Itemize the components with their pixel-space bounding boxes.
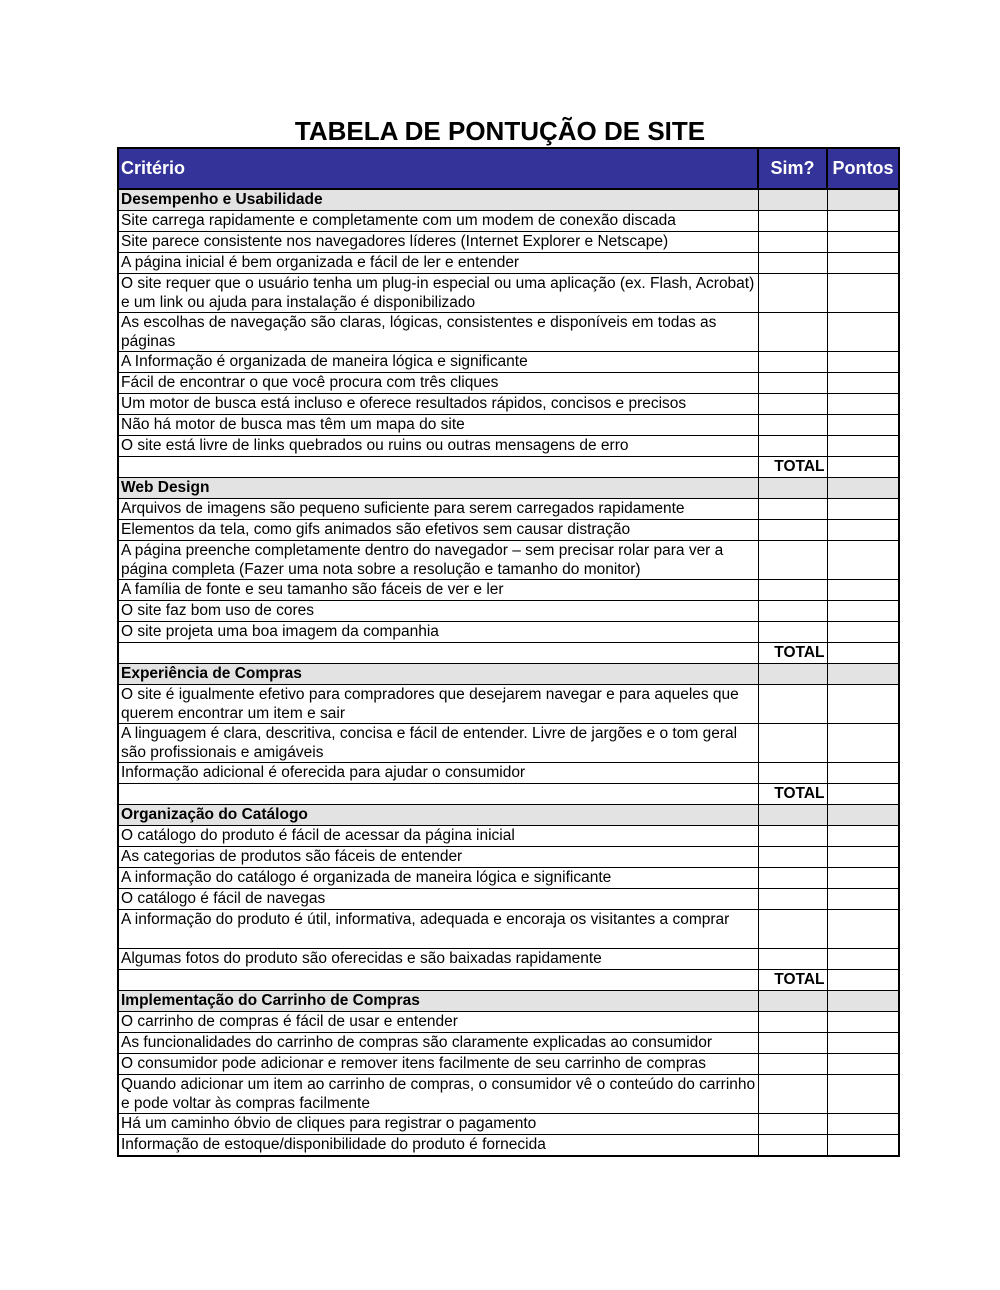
- table-row: [118, 622, 899, 643]
- sim-cell[interactable]: [758, 1075, 827, 1114]
- total-spacer: [118, 643, 758, 664]
- sim-cell[interactable]: [758, 889, 827, 910]
- criterion-text: Quando adicionar um item ao carrinho de compras, o consumidor vê o conteúdo do carrinho e pode voltar às compras facilmente: [118, 1075, 758, 1114]
- sim-cell[interactable]: [758, 541, 827, 580]
- sim-cell[interactable]: [758, 394, 827, 415]
- sim-cell[interactable]: [758, 274, 827, 313]
- table-row: [118, 724, 899, 763]
- pontos-cell[interactable]: [827, 232, 899, 253]
- pontos-cell[interactable]: [827, 847, 899, 868]
- criterion-text: Site carrega rapidamente e completamente com um modem de conexão discada: [118, 211, 758, 232]
- total-value-cell[interactable]: [827, 457, 899, 478]
- sim-cell[interactable]: [758, 415, 827, 436]
- criterion-text: As categorias de produtos são fáceis de entender: [118, 847, 758, 868]
- criterion-text: Algumas fotos do produto são oferecidas e são baixadas rapidamente: [118, 949, 758, 970]
- sim-cell[interactable]: [758, 499, 827, 520]
- sim-cell[interactable]: [758, 436, 827, 457]
- sim-cell[interactable]: [758, 373, 827, 394]
- pontos-cell[interactable]: [827, 415, 899, 436]
- sim-cell[interactable]: [758, 1012, 827, 1033]
- criterion-text: A informação do catálogo é organizada de maneira lógica e significante: [118, 868, 758, 889]
- table-row: [118, 826, 899, 847]
- section-pontos-cell: [827, 991, 899, 1012]
- criterion-text: Fácil de encontrar o que você procura com três cliques: [118, 373, 758, 394]
- section-title: Desempenho e Usabilidade: [118, 189, 758, 211]
- criterion-text: Site parece consistente nos navegadores líderes (Internet Explorer e Netscape): [118, 232, 758, 253]
- sim-cell[interactable]: [758, 211, 827, 232]
- section-title: Web Design: [118, 478, 758, 499]
- sim-cell[interactable]: [758, 622, 827, 643]
- pontos-cell[interactable]: [827, 1114, 899, 1135]
- header-sim: Sim?: [758, 148, 827, 189]
- table-row: [118, 394, 899, 415]
- sim-cell[interactable]: [758, 580, 827, 601]
- pontos-cell[interactable]: [827, 274, 899, 313]
- table-row: [118, 232, 899, 253]
- pontos-cell[interactable]: [827, 1135, 899, 1157]
- sim-cell[interactable]: [758, 520, 827, 541]
- pontos-cell[interactable]: [827, 949, 899, 970]
- section-sim-cell: [758, 991, 827, 1012]
- total-row: [118, 643, 899, 664]
- table-row: [118, 685, 899, 724]
- sim-cell[interactable]: [758, 1114, 827, 1135]
- section-row: [118, 664, 899, 685]
- pontos-cell[interactable]: [827, 253, 899, 274]
- section-title: Experiência de Compras: [118, 664, 758, 685]
- pontos-cell[interactable]: [827, 724, 899, 763]
- criterion-text: O site está livre de links quebrados ou ruins ou outras mensagens de erro: [118, 436, 758, 457]
- criterion-text: O site faz bom uso de cores: [118, 601, 758, 622]
- table-row: [118, 763, 899, 784]
- section-row: [118, 805, 899, 826]
- table-row: [118, 910, 899, 949]
- pontos-cell[interactable]: [827, 763, 899, 784]
- total-value-cell[interactable]: [827, 970, 899, 991]
- table-row: [118, 352, 899, 373]
- pontos-cell[interactable]: [827, 685, 899, 724]
- table-row: [118, 313, 899, 352]
- pontos-cell[interactable]: [827, 889, 899, 910]
- sim-cell[interactable]: [758, 1135, 827, 1157]
- pontos-cell[interactable]: [827, 394, 899, 415]
- criterion-text: Informação adicional é oferecida para ajudar o consumidor: [118, 763, 758, 784]
- pontos-cell[interactable]: [827, 868, 899, 889]
- pontos-cell[interactable]: [827, 211, 899, 232]
- total-row: [118, 784, 899, 805]
- table-row: [118, 580, 899, 601]
- criterion-text: O carrinho de compras é fácil de usar e entender: [118, 1012, 758, 1033]
- score-table: [117, 147, 900, 1157]
- total-spacer: [118, 970, 758, 991]
- criterion-text: O catálogo é fácil de navegas: [118, 889, 758, 910]
- criterion-text: Arquivos de imagens são pequeno suficiente para serem carregados rapidamente: [118, 499, 758, 520]
- criterion-text: Informação de estoque/disponibilidade do produto é fornecida: [118, 1135, 758, 1157]
- pontos-cell[interactable]: [827, 352, 899, 373]
- criterion-text: A família de fonte e seu tamanho são fáceis de ver e ler: [118, 580, 758, 601]
- table-row: [118, 1114, 899, 1135]
- total-label: TOTAL: [758, 643, 827, 664]
- total-spacer: [118, 457, 758, 478]
- total-label: TOTAL: [758, 784, 827, 805]
- table-row: [118, 436, 899, 457]
- total-label: TOTAL: [758, 970, 827, 991]
- table-row: [118, 541, 899, 580]
- section-pontos-cell: [827, 189, 899, 211]
- table-row: [118, 1075, 899, 1114]
- sim-cell[interactable]: [758, 313, 827, 352]
- header-criterio: Critério: [118, 148, 758, 189]
- pontos-cell[interactable]: [827, 520, 899, 541]
- sim-cell[interactable]: [758, 868, 827, 889]
- pontos-cell[interactable]: [827, 601, 899, 622]
- sim-cell[interactable]: [758, 910, 827, 949]
- criterion-text: Elementos da tela, como gifs animados são efetivos sem causar distração: [118, 520, 758, 541]
- table-row: [118, 889, 899, 910]
- criterion-text: O catálogo do produto é fácil de acessar da página inicial: [118, 826, 758, 847]
- table-row: [118, 373, 899, 394]
- criterion-text: A Informação é organizada de maneira lógica e significante: [118, 352, 758, 373]
- sim-cell[interactable]: [758, 352, 827, 373]
- pontos-cell[interactable]: [827, 1012, 899, 1033]
- criterion-text: As escolhas de navegação são claras, lógicas, consistentes e disponíveis em todas as páginas: [118, 313, 758, 352]
- table-row: [118, 1054, 899, 1075]
- total-row: [118, 970, 899, 991]
- section-row: [118, 189, 899, 211]
- page-title: TABELA DE PONTUÇÃO DE SITE: [294, 116, 706, 146]
- total-spacer: [118, 784, 758, 805]
- table-row: [118, 520, 899, 541]
- sim-cell[interactable]: [758, 685, 827, 724]
- section-pontos-cell: [827, 478, 899, 499]
- criterion-text: A informação do produto é útil, informativa, adequada e encoraja os visitantes a comprar: [118, 910, 758, 949]
- criterion-text: O site projeta uma boa imagem da companhia: [118, 622, 758, 643]
- table-body: [118, 189, 899, 1156]
- total-row: [118, 457, 899, 478]
- sim-cell[interactable]: [758, 826, 827, 847]
- criterion-text: A página preenche completamente dentro do navegador – sem precisar rolar para ver a página completa (Fazer uma nota sobre a resolução e tamanho do monitor): [118, 541, 758, 580]
- pontos-cell[interactable]: [827, 1033, 899, 1054]
- table-row: [118, 1135, 899, 1157]
- section-row: [118, 478, 899, 499]
- sim-cell[interactable]: [758, 1054, 827, 1075]
- section-title: Organização do Catálogo: [118, 805, 758, 826]
- section-title: Implementação do Carrinho de Compras: [118, 991, 758, 1012]
- table-row: [118, 211, 899, 232]
- criterion-text: O site é igualmente efetivo para compradores que desejarem navegar e para aqueles que querem encontrar um item e sair: [118, 685, 758, 724]
- pontos-cell[interactable]: [827, 1054, 899, 1075]
- section-sim-cell: [758, 478, 827, 499]
- criterion-text: O site requer que o usuário tenha um plug-in especial ou uma aplicação (ex. Flash, Acrobat) e um link ou ajuda para instalação é disponibilizado: [118, 274, 758, 313]
- criterion-text: O consumidor pode adicionar e remover itens facilmente de seu carrinho de compras: [118, 1054, 758, 1075]
- criterion-text: Não há motor de busca mas têm um mapa do site: [118, 415, 758, 436]
- sim-cell[interactable]: [758, 949, 827, 970]
- total-label: TOTAL: [758, 457, 827, 478]
- criterion-text: A linguagem é clara, descritiva, concisa e fácil de entender. Livre de jargões e o tom geral são profissionais e amigáveis: [118, 724, 758, 763]
- table-row: [118, 1012, 899, 1033]
- criterion-text: As funcionalidades do carrinho de compras são claramente explicadas ao consumidor: [118, 1033, 758, 1054]
- pontos-cell[interactable]: [827, 826, 899, 847]
- pontos-cell[interactable]: [827, 373, 899, 394]
- pontos-cell[interactable]: [827, 541, 899, 580]
- criterion-text: A página inicial é bem organizada e fácil de ler e entender: [118, 253, 758, 274]
- pontos-cell[interactable]: [827, 313, 899, 352]
- table-row: [118, 847, 899, 868]
- pontos-cell[interactable]: [827, 499, 899, 520]
- sim-cell[interactable]: [758, 232, 827, 253]
- table-row: [118, 601, 899, 622]
- section-row: [118, 991, 899, 1012]
- table-row: [118, 415, 899, 436]
- header-pontos: Pontos: [827, 148, 899, 189]
- sim-cell[interactable]: [758, 601, 827, 622]
- total-value-cell[interactable]: [827, 643, 899, 664]
- section-sim-cell: [758, 805, 827, 826]
- pontos-cell[interactable]: [827, 1075, 899, 1114]
- sim-cell[interactable]: [758, 1033, 827, 1054]
- pontos-cell[interactable]: [827, 622, 899, 643]
- table-row: [118, 949, 899, 970]
- criterion-text: Há um caminho óbvio de cliques para registrar o pagamento: [118, 1114, 758, 1135]
- section-sim-cell: [758, 664, 827, 685]
- pontos-cell[interactable]: [827, 436, 899, 457]
- sim-cell[interactable]: [758, 253, 827, 274]
- section-pontos-cell: [827, 664, 899, 685]
- criterion-text: Um motor de busca está incluso e oferece resultados rápidos, concisos e precisos: [118, 394, 758, 415]
- table-row: [118, 253, 899, 274]
- sim-cell[interactable]: [758, 724, 827, 763]
- table-row: [118, 274, 899, 313]
- section-pontos-cell: [827, 805, 899, 826]
- table-row: [118, 868, 899, 889]
- table-header-row: [118, 148, 899, 189]
- pontos-cell[interactable]: [827, 580, 899, 601]
- total-value-cell[interactable]: [827, 784, 899, 805]
- table-row: [118, 1033, 899, 1054]
- section-sim-cell: [758, 189, 827, 211]
- pontos-cell[interactable]: [827, 910, 899, 949]
- sim-cell[interactable]: [758, 763, 827, 784]
- sim-cell[interactable]: [758, 847, 827, 868]
- table-row: [118, 499, 899, 520]
